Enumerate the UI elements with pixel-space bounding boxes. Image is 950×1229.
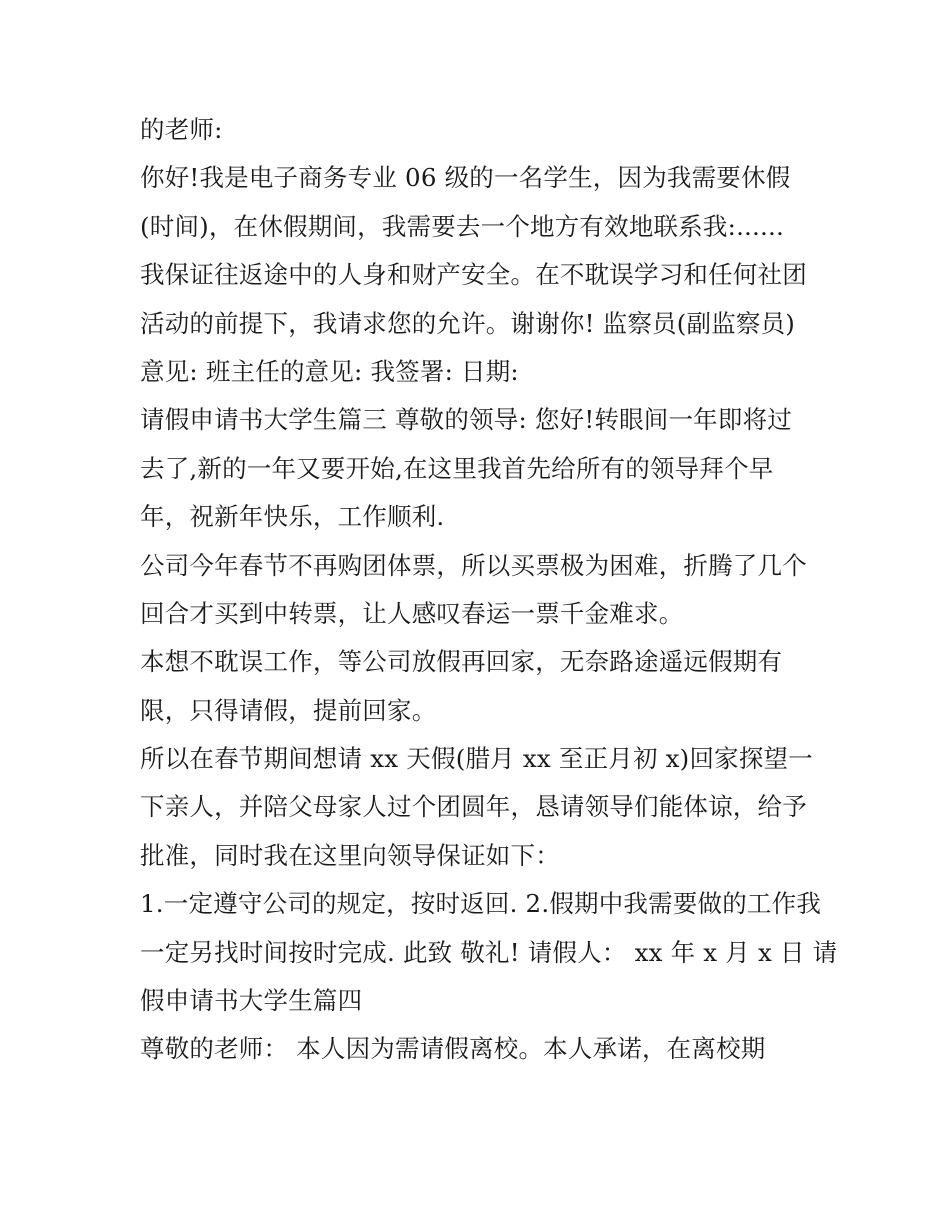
text-line: (时间)，在休假期间，我需要去一个地方有效地联系我:...... (140, 211, 784, 241)
text-line: 你好!我是电子商务专业 06 级的一名学生，因为我需要休假 (140, 163, 791, 193)
text-line: 的老师: (140, 115, 223, 144)
text-line: 一定另找时间按时完成. 此致 敬礼! 请假人： xx 年 x 月 x 日 请 (140, 937, 838, 967)
text-line: 意见: 班主任的意见: 我签署: 日期: (140, 356, 519, 386)
text-line: 活动的前提下，我请求您的允许。谢谢你! 监察员(副监察员) (140, 308, 796, 338)
text-line: 年，祝新年快乐，工作顺利. (140, 502, 445, 532)
document-body (140, 106, 838, 1074)
text-line: 1.一定遵守公司的规定，按时返回. 2.假期中我需要做的工作我 (140, 889, 822, 919)
text-line: 下亲人，并陪父母家人过个团圆年，恳请领导们能体谅，给予 (140, 792, 807, 822)
text-line: 限，只得请假，提前回家。 (140, 695, 437, 725)
text-line: 公司今年春节不再购团体票，所以买票极为困难，折腾了几个 (140, 550, 807, 580)
text-line: 请假申请书大学生篇三 尊敬的领导: 您好!转眼间一年即将过 (140, 405, 792, 435)
text-line: 我保证往返途中的人身和财产安全。在不耽误学习和任何社团 (140, 260, 807, 290)
text-line: 假申请书大学生篇四 (140, 986, 363, 1016)
text-line: 所以在春节期间想请 xx 天假(腊月 xx 至正月初 x)回家探望一 (140, 744, 813, 774)
text-line: 回合才买到中转票，让人感叹春运一票千金难求。 (140, 598, 684, 628)
text-line: 去了,新的一年又要开始,在这里我首先给所有的领导拜个早 (140, 453, 774, 483)
text-line: 本想不耽误工作，等公司放假再回家，无奈路途遥远假期有 (140, 647, 783, 677)
text-line: 批准，同时我在这里向领导保证如下： (140, 840, 560, 870)
text-line: 尊敬的老师： 本人因为需请假离校。本人承诺，在离校期 (140, 1034, 766, 1064)
